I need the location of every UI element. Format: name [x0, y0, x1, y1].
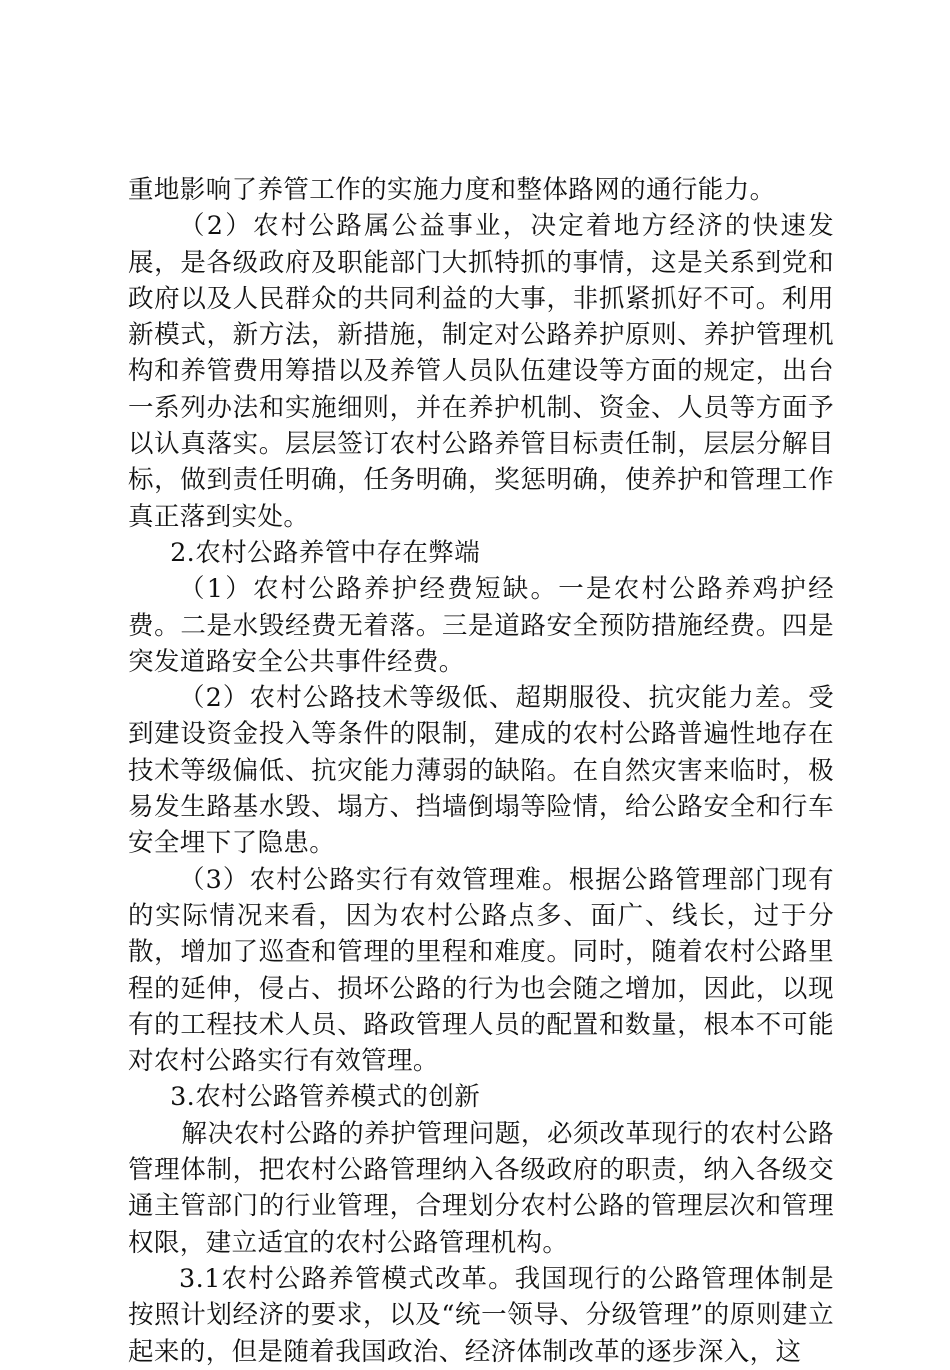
paragraph-item-3-management: （3）农村公路实行有效管理难。根据公路管理部门现有的实际情况来看，因为农村公路点多、面广、线长，过于分散，增加了巡查和管理的里程和难度。同时，随着农村公路里程的延伸，侵占、损坏公路的行为也会随之增加，因此，以现有的工程技术人员、路政管理人员的配置和数量，根本不可能对农村公路实行有效管理。: [128, 864, 834, 1077]
paragraph-item-1-funding: （1）农村公路养护经费短缺。一是农村公路养鸡护经费。二是水毁经费无着落。三是道路安全预防措施经费。四是突发道路安全公共事件经费。: [128, 574, 834, 677]
paragraph-item-2-significance: （2）农村公路属公益事业，决定着地方经济的快速发展，是各级政府及职能部门大抓特抓的事情，这是关系到党和政府以及人民群众的共同利益的大事，非抓紧抓好不可。利用新模式，新方法，新措施，制定对公路养护原则、养护管理机构和养管费用筹措以及养管人员队伍建设等方面的规定，出台一系列办法和实施细则，并在养护机制、资金、人员等方面予以认真落实。层层签订农村公路养管目标责任制，层层分解目标，做到责任明确，任务明确，奖惩明确，使养护和管理工作真正落到实处。: [128, 211, 834, 532]
paragraph-continuation: 重地影响了养管工作的实施力度和整体路网的通行能力。: [128, 175, 776, 205]
section-heading-2: 2.农村公路养管中存在弊端: [170, 537, 481, 568]
paragraph-3-1-reform: 3.1农村公路养管模式改革。我国现行的公路管理体制是按照计划经济的要求，以及“统一领导、分级管理”的原则建立起来的，但是随着我国政治、经济体制改革的逐步深入，这: [128, 1263, 834, 1367]
paragraph-item-2-technical-level: （2）农村公路技术等级低、超期服役、抗灾能力差。受到建设资金投入等条件的限制，建成的农村公路普遍性地存在技术等级偏低、抗灾能力薄弱的缺陷。在自然灾害来临时，极易发生路基水毁、塌方、挡墙倒塌等险情，给公路安全和行车安全埋下了隐患。: [128, 683, 834, 859]
section-heading-3: 3.农村公路管养模式的创新: [170, 1082, 481, 1113]
document-body: [128, 172, 834, 1370]
paragraph-innovation-intro: 解决农村公路的养护管理问题，必须改革现行的农村公路管理体制，把农村公路管理纳入各级政府的职责，纳入各级交通主管部门的行业管理，合理划分农村公路的管理层次和管理权限，建立适宜的农村公路管理机构。: [128, 1118, 834, 1258]
